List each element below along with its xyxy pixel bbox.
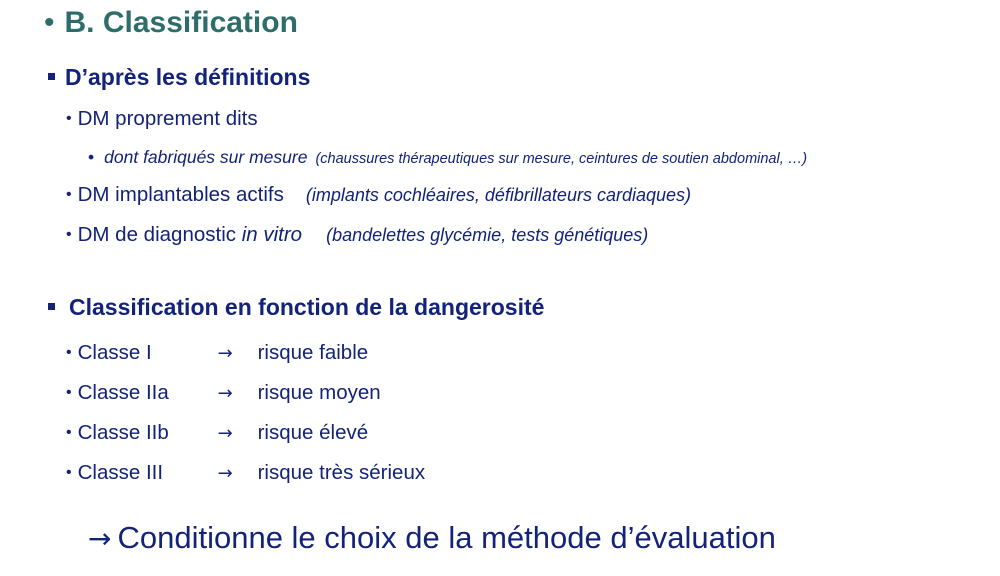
item-bullet: • [66,186,72,203]
section1-heading-text: D’après les définitions [65,64,311,90]
item-bullet: • [66,110,72,127]
right-arrow-icon: → [88,522,112,555]
subitem-label: dont fabriqués sur mesure [104,147,308,167]
class-name: Classe III [77,461,164,484]
title-bullet: • [44,6,55,39]
class-name: Classe IIb [77,421,169,444]
section2-heading [48,294,544,321]
class-risk: risque moyen [257,381,381,404]
class-name: Classe IIa [77,381,169,404]
conclusion-text: Conditionne le choix de la méthode d’évaluation [117,520,776,555]
list-item-dm-implantables [66,183,691,207]
right-arrow-icon: → [217,343,233,364]
item-example: (bandelettes glycémie, tests génétiques) [326,225,649,245]
list-item-classe-i [66,341,368,365]
square-bullet [48,73,55,80]
item-bullet: • [66,384,72,401]
item-label: DM implantables actifs [77,183,284,206]
class-name: Classe I [77,341,152,364]
list-item-dm-proprement-dits [66,107,258,131]
class-risk: risque élevé [257,421,369,444]
list-item-classe-iii [66,461,425,485]
item-label: DM proprement dits [77,107,258,130]
slide-title-text: B. Classification [64,6,298,39]
list-subitem-sur-mesure [88,147,807,168]
item-example: (implants cochléaires, défibrillateurs cardiaques) [305,185,691,205]
item-bullet: • [66,226,72,243]
class-risk: risque faible [257,341,369,364]
right-arrow-icon: → [217,423,233,444]
item-bullet: • [66,344,72,361]
list-item-dm-diagnostic [66,223,648,247]
list-item-classe-iib [66,421,368,445]
right-arrow-icon: → [217,463,233,484]
list-item-classe-iia [66,381,381,405]
item-label-italic: in vitro [241,223,303,246]
section2-heading-text: Classification en fonction de la dangerosité [69,294,545,320]
class-risk: risque très sérieux [257,461,426,484]
item-bullet: • [66,424,72,441]
item-label: DM de diagnostic [77,223,242,246]
item-bullet: • [66,464,72,481]
slide-title [44,6,298,40]
square-bullet [48,303,55,310]
section1-heading [48,64,310,91]
right-arrow-icon: → [217,383,233,404]
subitem-example: (chaussures thérapeutiques sur mesure, ceintures de soutien abdominal, …) [315,151,808,167]
subitem-bullet: • [88,147,95,167]
conclusion [88,520,776,556]
